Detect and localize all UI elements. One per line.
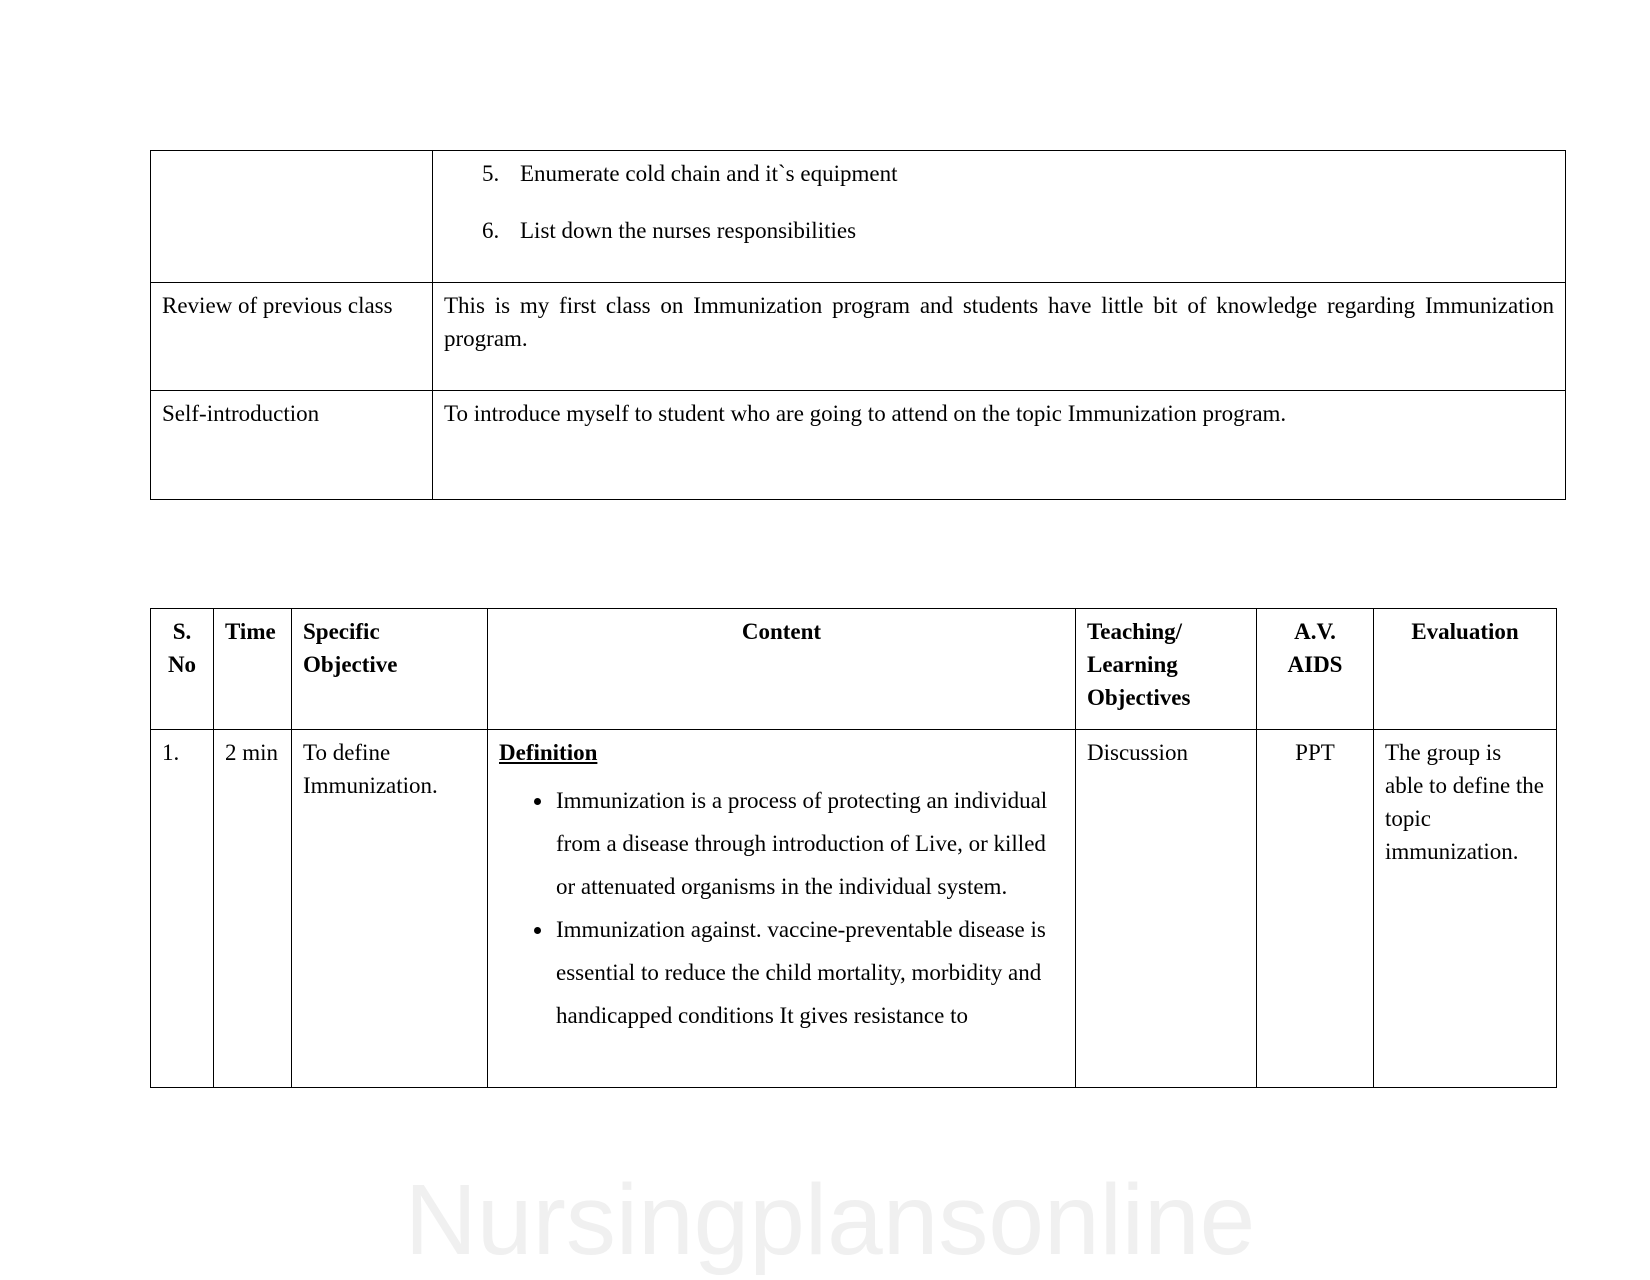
list-item xyxy=(444,214,1554,247)
watermark: Nursingplansonline xyxy=(404,1164,1256,1276)
row-label: Review of previous class xyxy=(151,283,433,391)
header-evaluation: Evaluation xyxy=(1374,609,1557,730)
list-item xyxy=(444,157,1554,190)
list-item: • Immunization is a process of protecting an individual from a disease through introduction of Live, or killed or attenuated organisms in the individual system. xyxy=(554,779,1064,908)
list-text: Enumerate cold chain and it`s equipment xyxy=(520,161,898,186)
cell-sno: 1. xyxy=(151,730,214,1088)
list-text: List down the nurses responsibilities xyxy=(520,218,857,243)
header-content: Content xyxy=(488,609,1076,730)
header-teaching-learning: Teaching/ Learning Objectives xyxy=(1076,609,1257,730)
header-sno: S. No xyxy=(151,609,214,730)
row-text: To introduce myself to student who are going to attend on the topic Immunization program. xyxy=(433,391,1566,500)
cell-method: Discussion xyxy=(1076,730,1257,1088)
row-label: Self-introduction xyxy=(151,391,433,500)
list-number: 6. xyxy=(482,218,500,243)
list-item: • Immunization against. vaccine-preventable disease is essential to reduce the child mortality, morbidity and handicapped conditions It gives resistance to xyxy=(554,908,1064,1037)
table-row xyxy=(151,730,1557,1088)
list-number: 5. xyxy=(482,161,500,186)
cell-evaluation: The group is able to define the topic immunization. xyxy=(1374,730,1557,1088)
header-av-aids: A.V. AIDS xyxy=(1257,609,1374,730)
objectives-table xyxy=(150,150,1566,500)
content-bullets xyxy=(499,779,1064,1037)
objectives-list-cell xyxy=(433,151,1566,283)
table-row xyxy=(151,151,1566,283)
row-text: This is my first class on Immunization program and students have little bit of knowledge regarding Immunization program. xyxy=(433,283,1566,391)
table-row xyxy=(151,283,1566,391)
cell-content xyxy=(488,730,1076,1088)
header-specific-objective: Specific Objective xyxy=(292,609,488,730)
header-time: Time xyxy=(214,609,292,730)
lesson-plan-table xyxy=(150,608,1557,1088)
objectives-list xyxy=(444,157,1554,247)
table-row xyxy=(151,391,1566,500)
cell-av-aids: PPT xyxy=(1257,730,1374,1088)
header-row xyxy=(151,609,1557,730)
cell-objective: To define Immunization. xyxy=(292,730,488,1088)
cell-time: 2 min xyxy=(214,730,292,1088)
row-label xyxy=(151,151,433,283)
content-heading: Definition xyxy=(499,740,598,765)
